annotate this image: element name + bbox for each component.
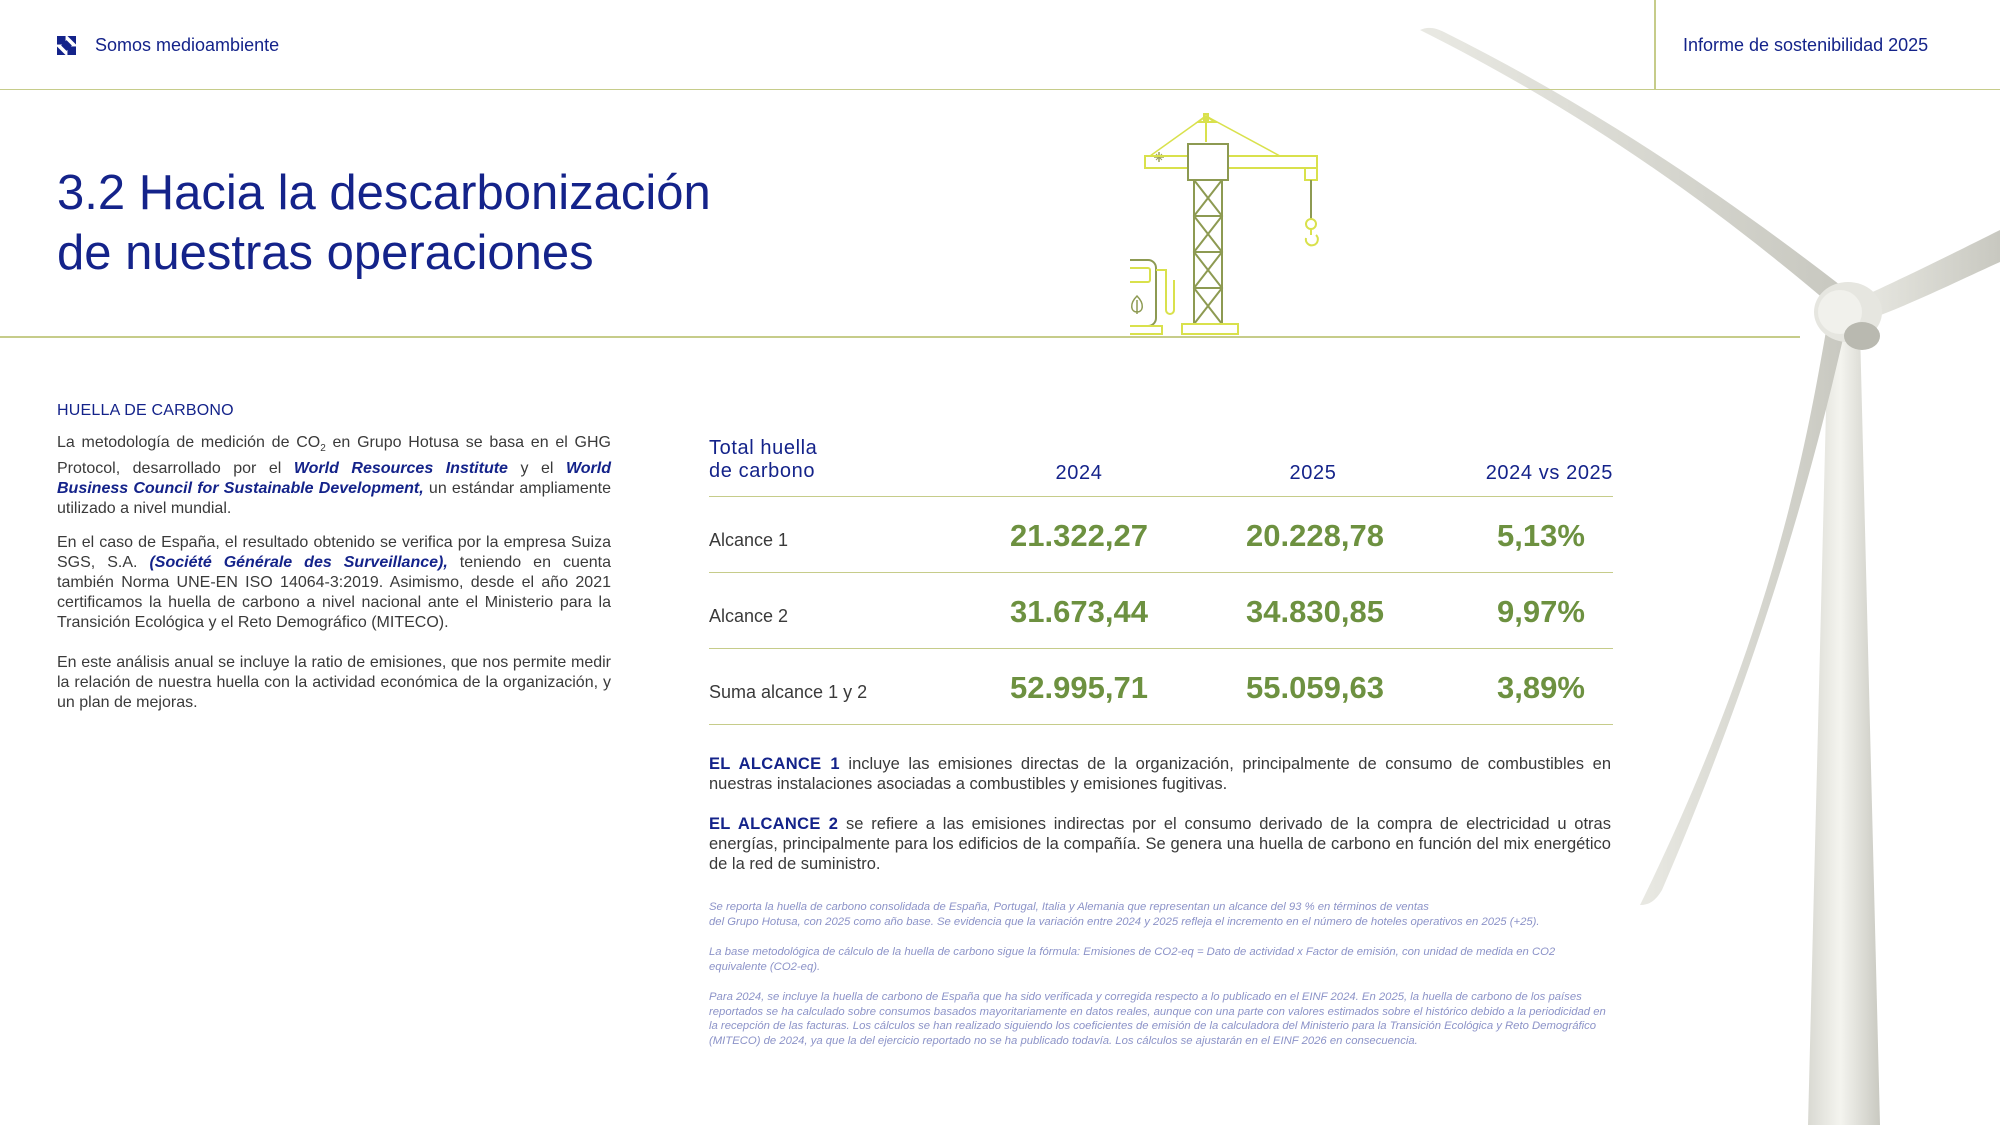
- title-line-2: de nuestras operaciones: [57, 226, 594, 280]
- fuel-pump-icon: [1130, 260, 1174, 334]
- table-title-line-2: de carbono: [709, 460, 816, 482]
- footnote-scope: [709, 900, 1629, 929]
- value-2025: 34.830,85: [1246, 594, 1384, 629]
- value-2024: 31.673,44: [1010, 594, 1148, 629]
- footnote-scope-line-2: del Grupo Hotusa, con 2025 como año base. Se evidencia que la variación entre 2024 y 2025 refleja el incremento en el número de hoteles operativos en 2025 (+25).: [709, 915, 1540, 928]
- crane-illustration: [1130, 110, 1420, 340]
- title-divider: [0, 336, 1800, 338]
- value-change: 3,89%: [1497, 670, 1585, 705]
- value-2025: 20.228,78: [1246, 518, 1384, 553]
- value-change: 9,97%: [1497, 594, 1585, 629]
- page-title: [57, 163, 711, 283]
- table-header: [709, 435, 1613, 497]
- report-title: Informe de sostenibilidad 2025: [1683, 35, 1929, 55]
- scope-2-description: [709, 814, 1611, 874]
- table-title: [709, 437, 817, 483]
- methodology-text-a: La metodología de medición de CO: [57, 434, 321, 451]
- col-header-change: 2024 vs 2025: [1485, 462, 1613, 484]
- title-line-1: 3.2 Hacia la descarbonización: [57, 166, 711, 220]
- methodology-text-d: un estándar ampliamente utilizado a nivel mundial.: [57, 480, 611, 518]
- wri-name: World Resources Institute: [293, 460, 508, 478]
- section-name: Somos medioambiente: [95, 35, 280, 55]
- wbcsd-name: World Business Council for Sustainable Development,: [57, 460, 611, 498]
- carbon-footprint-heading: HUELLA DE CARBONO: [57, 402, 234, 419]
- table-row: [709, 497, 1613, 573]
- header-divider: [1654, 0, 1656, 90]
- scope-1-text: incluye las emisiones directas de la organización, principalmente de consumo de combustibles en nuestras instalaciones asociadas a combustibles y emisiones fugitivas.: [709, 755, 1611, 793]
- ratio-paragraph: En este análisis anual se incluye la ratio de emisiones, que nos permite medir la relación de nuestra huella con la actividad económica de la organización, y un plan de mejoras.: [57, 654, 611, 711]
- scope-2-label: EL ALCANCE 2: [709, 815, 839, 833]
- methodology-text-b: en Grupo Hotusa se basa en el GHG Protocol, desarrollado por el: [57, 434, 611, 478]
- footnote-methodology: Para 2024, se incluye la huella de carbono de España que ha sido verificada y corregida respecto a lo publicado en el EINF 2024. En 2025, la huella de carbono de los países reportados se ha calculado sobre consumos basados mayoritariamente en datos reales, aunque con una parte con valores estimados sobre el histórico debido a la periodicidad en la recepción de las facturas. Los cálculos se han realizado siguiendo los coeficientes de emisión de la calculadora del Ministerio para la Transición Ecológica y Reto Demográfico (MITECO) de 2024, ya que la del ejercicio reportado no se ha publicado todavía. Los cálculos se ajustarán en el EINF 2026 en consecuencia.: [709, 991, 1606, 1047]
- table-row: [709, 649, 1613, 725]
- methodology-text-c: y el: [507, 460, 566, 478]
- carbon-footprint-table: [709, 435, 1613, 725]
- value-change: 5,13%: [1497, 518, 1585, 553]
- value-2024: 52.995,71: [1010, 670, 1148, 705]
- footnote-scope-line-1: Se reporta la huella de carbono consolidada de España, Portugal, Italia y Alemania que representan un alcance del 93 % en términos de ventas: [709, 901, 1429, 913]
- value-2025: 55.059,63: [1246, 670, 1384, 705]
- verification-text-a: En el caso de España, el resultado obtenido se verifica por la empresa Suiza SGS, S.A.: [57, 534, 611, 571]
- row-label: Alcance 2: [709, 606, 789, 626]
- col-header-2024: 2024: [1055, 462, 1103, 484]
- table-title-line-1: Total huella: [709, 437, 818, 459]
- row-label: Alcance 1: [709, 530, 789, 550]
- scope-1-label: EL ALCANCE 1: [709, 755, 840, 773]
- methodology-paragraph: [57, 433, 611, 519]
- row-label: Suma alcance 1 y 2: [709, 682, 868, 702]
- footnote-formula: La base metodológica de cálculo de la huella de carbono sigue la fórmula: Emisiones de CO2-eq = Dato de actividad x Factor de emisión, con unidad de medida en CO2 equivalente (CO2-eq).: [709, 946, 1556, 973]
- scope-2-text: se refiere a las emisiones indirectas por el consumo derivado de la compra de electricidad u otras energías, principalmente para los edificios de la compañía. Se genera una huella de carbono en función del mix energético de la red de suministro.: [709, 815, 1611, 873]
- verification-text-b: teniendo en cuenta también Norma UNE-EN ISO 14064-3:2019. Asimismo, desde el año 2021 certificamos la huella de carbono a nivel nacional ante el Ministerio para la Transición Ecológica y el Reto Demográfico (MITECO).: [57, 554, 612, 631]
- value-2024: 21.322,27: [1010, 518, 1148, 553]
- crane-icon: [1145, 114, 1318, 334]
- brand-logo-icon: [57, 36, 76, 55]
- verification-paragraph: [57, 533, 611, 633]
- scope-1-description: [709, 754, 1611, 794]
- table-row: [709, 573, 1613, 649]
- col-header-2025: 2025: [1289, 462, 1337, 484]
- sgs-name: (Société Générale des Surveillance),: [149, 554, 448, 571]
- co2-subscript: 2: [320, 443, 326, 455]
- page-header: [0, 0, 2000, 90]
